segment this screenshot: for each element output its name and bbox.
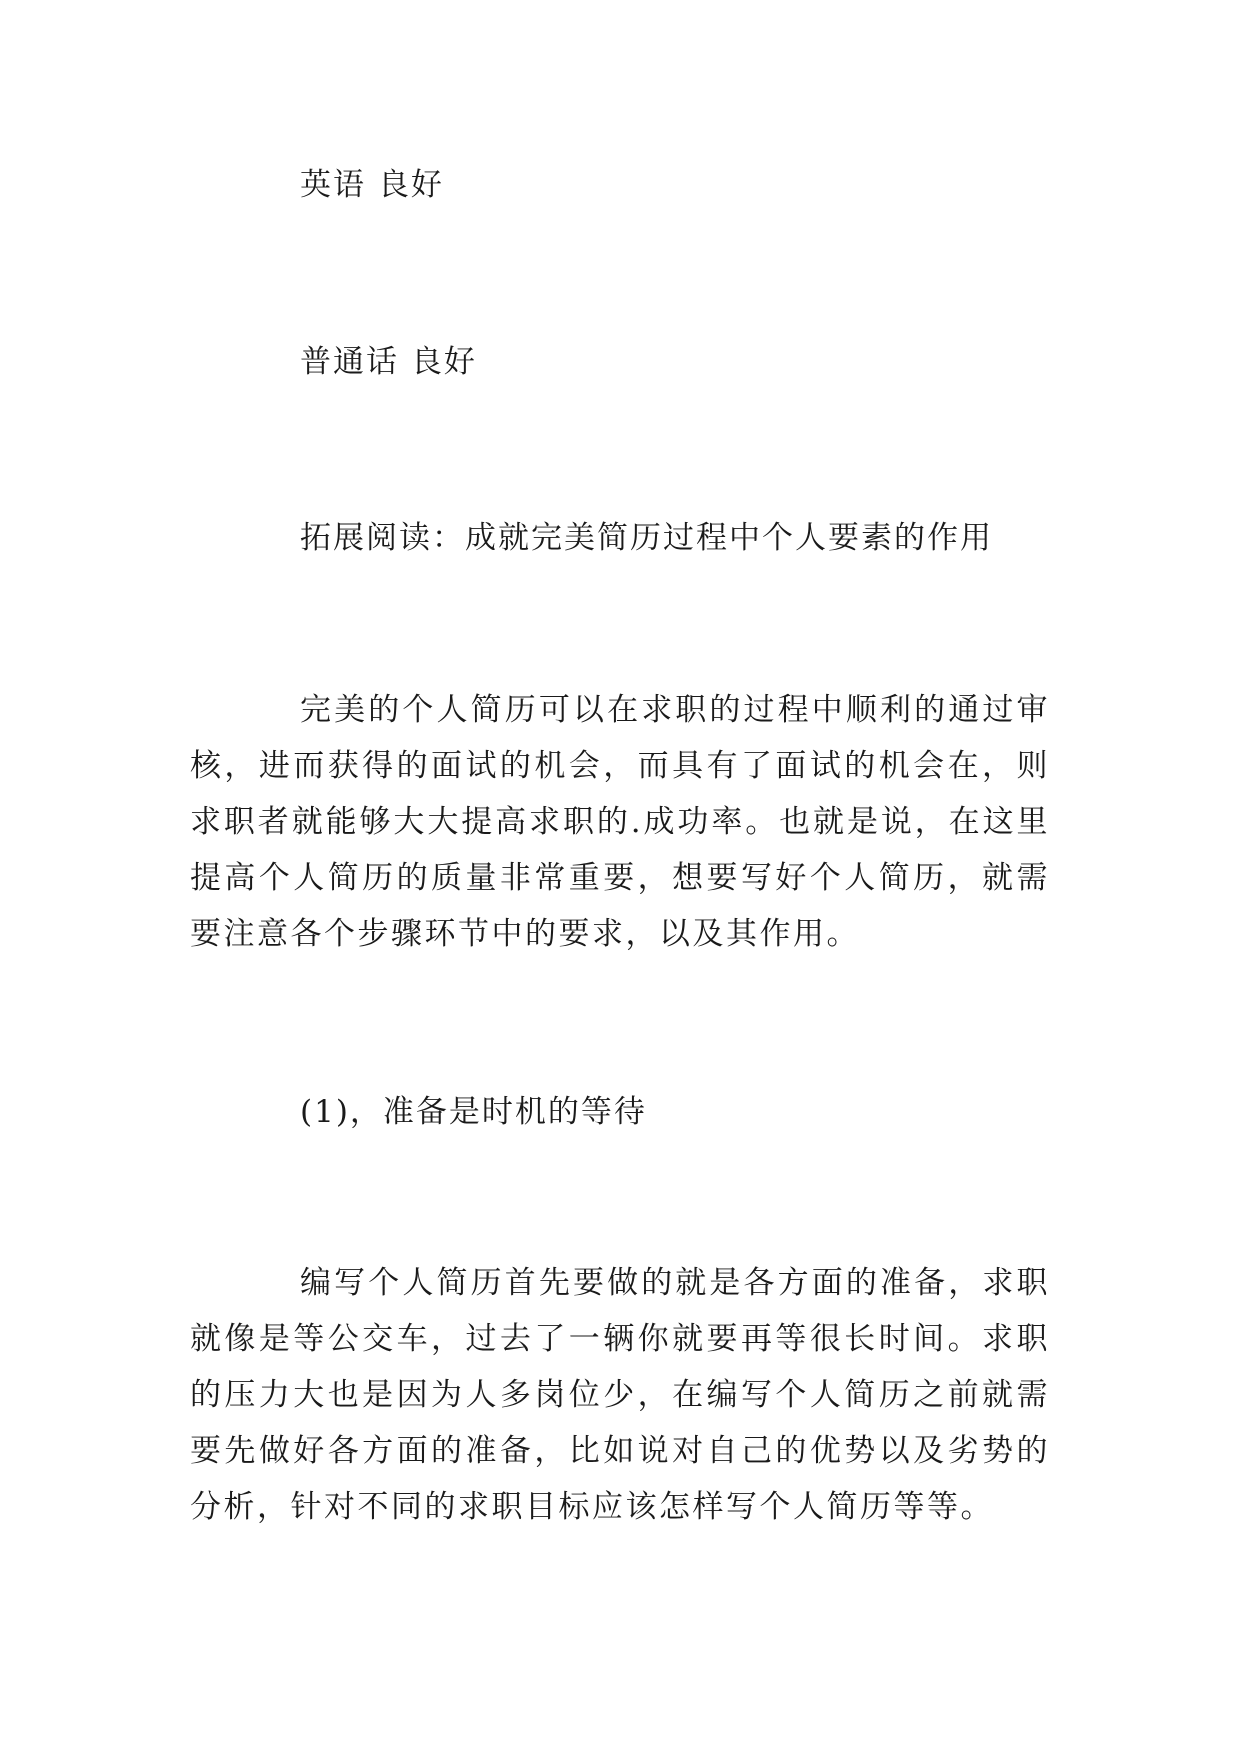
section-heading-1: (1)，准备是时机的等待	[300, 1094, 647, 1130]
extended-reading-title: 拓展阅读：成就完美简历过程中个人要素的作用	[300, 520, 993, 556]
english-skill-line: 英语 良好	[300, 167, 444, 203]
mandarin-skill-line: 普通话 良好	[300, 344, 477, 380]
section-1-paragraph: 编写个人简历首先要做的就是各方面的准备，求职就像是等公交车，过去了一辆你就要再等很长时间。求职的压力大也是因为人多岗位少，在编写个人简历之前就需要先做好各方面的准备，比如说对自己的优势以及劣势的分析，针对不同的求职目标应该怎样写个人简历等等。	[190, 1265, 1050, 1525]
intro-paragraph: 完美的个人简历可以在求职的过程中顺利的通过审核，进而获得的面试的机会，而具有了面试的机会在，则求职者就能够大大提高求职的.成功率。也就是说，在这里提高个人简历的质量非常重要，想要写好个人简历，就需要注意各个步骤环节中的要求，以及其作用。	[190, 692, 1050, 952]
